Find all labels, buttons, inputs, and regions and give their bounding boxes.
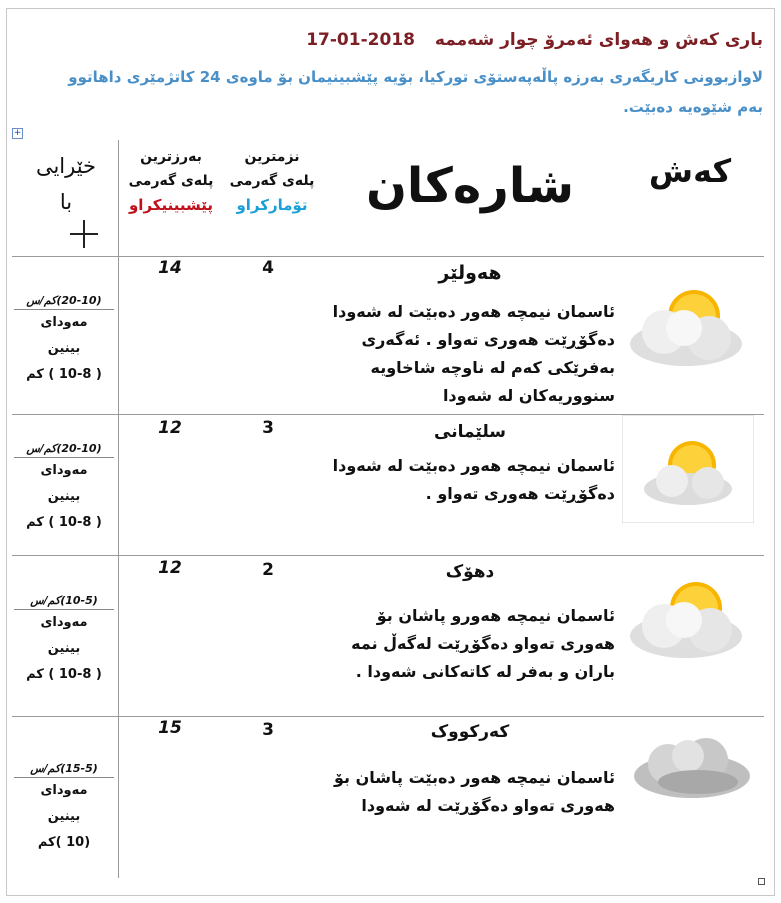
- page-title: [306, 30, 763, 50]
- cloudy-icon: [628, 726, 754, 806]
- header-min-line2: پلەی گەرمی: [229, 173, 315, 189]
- max-temp: 14: [158, 258, 182, 278]
- city-name: کەرکووک: [430, 722, 510, 742]
- visibility-value: ( 10-8 ) کم: [26, 367, 102, 382]
- wind-cell: [14, 294, 114, 388]
- max-temp: 12: [158, 558, 182, 578]
- header-wind-line2: با: [59, 190, 73, 214]
- max-temp: 15: [158, 718, 182, 738]
- weather-description: ئاسمان نیمچە هەورو پاشان بۆ هەوری تەواو دەگۆڕێت لەگەڵ نمە باران و بەفر لە کاتەکانی شەودا .: [320, 602, 615, 712]
- wind-speed: (10-5)کم/س: [14, 594, 114, 610]
- partly-cloudy-icon: [624, 276, 754, 376]
- header-forecast: پێشبینیکراو: [128, 196, 214, 214]
- min-temp: 3: [262, 418, 274, 438]
- header-max-line2: پلەی گەرمی: [128, 173, 214, 189]
- header-weather: کەش: [648, 152, 732, 190]
- weather-description: ئاسمان نیمچە هەور دەبێت پاشان بۆ هەوری تەواو دەگۆڕێت لە شەودا: [320, 764, 615, 844]
- header-wind: [14, 148, 118, 220]
- partly-cloudy-icon: [626, 568, 754, 668]
- weather-description: ئاسمان نیمچە هەور دەبێت لە شەودا دەگۆڕێت هەوری تەواو .: [320, 452, 615, 552]
- visibility-value: ( 10-8 ) کم: [26, 667, 102, 682]
- weather-description: ئاسمان نیمچە هەور دەبێت لە شەودا دەگۆڕێت هەوری تەواو . ئەگەری بەفرێکی کەم لە ناوچە شاخاویە سنووریەکان لە شەودا: [320, 298, 615, 412]
- table-move-handle-icon[interactable]: +: [13, 128, 22, 138]
- max-temp: 12: [158, 418, 182, 438]
- visibility-label: مەودای: [40, 463, 88, 478]
- visibility-label: بینین: [47, 341, 81, 356]
- wind-cell: [14, 442, 114, 536]
- title-text: باری کەش و هەوای ئەمرۆ چوار شەممە: [434, 30, 763, 50]
- header-max-line1: بەرزترین: [140, 149, 202, 165]
- visibility-value: ( 10-8 ) کم: [26, 515, 102, 530]
- header-recorded: تۆمارکراو: [236, 196, 308, 214]
- resize-handle[interactable]: [758, 878, 765, 885]
- partly-cloudy-icon: [622, 415, 754, 523]
- column-divider: [118, 140, 119, 878]
- visibility-value: (10 )کم: [37, 835, 91, 850]
- wind-speed: (15-5)کم/س: [14, 762, 114, 778]
- wind-speed: (20-10)کم/س: [14, 442, 114, 458]
- wind-cell: [14, 594, 114, 688]
- visibility-label: مەودای: [40, 783, 88, 798]
- city-name: دهۆک: [445, 562, 495, 582]
- city-name: هەولێر: [438, 262, 502, 284]
- row-divider: [12, 555, 764, 556]
- plus-icon: [70, 220, 98, 248]
- visibility-label: مەودای: [40, 315, 88, 330]
- min-temp: 3: [262, 720, 274, 740]
- wind-speed: (20-10)کم/س: [14, 294, 114, 310]
- min-temp: 4: [262, 258, 274, 278]
- visibility-label: بینین: [47, 489, 81, 504]
- row-divider: [12, 716, 764, 717]
- visibility-label: بینین: [47, 641, 81, 656]
- visibility-label: مەودای: [40, 615, 88, 630]
- header-wind-line1: خێرایی: [35, 154, 97, 178]
- page-subtitle: لاوازبوونی کاریگەری بەرزە پاڵەپەستۆی تورکیا، بۆیە پێشبینیمان بۆ ماوەی 24 کاتژمێری داهاتوو بەم شێوەیە دەبێت.: [68, 68, 763, 116]
- title-date: 2018-01-17: [306, 30, 415, 50]
- header-min-temp: [222, 145, 322, 217]
- header-max-temp: [120, 145, 222, 217]
- visibility-label: بینین: [47, 809, 81, 824]
- wind-cell: [14, 762, 114, 856]
- header-min-line1: نزمترین: [244, 149, 300, 165]
- city-name: سلێمانی: [434, 422, 506, 442]
- header-cities: شارەکان: [365, 158, 575, 214]
- min-temp: 2: [262, 560, 274, 580]
- row-divider: [12, 256, 764, 257]
